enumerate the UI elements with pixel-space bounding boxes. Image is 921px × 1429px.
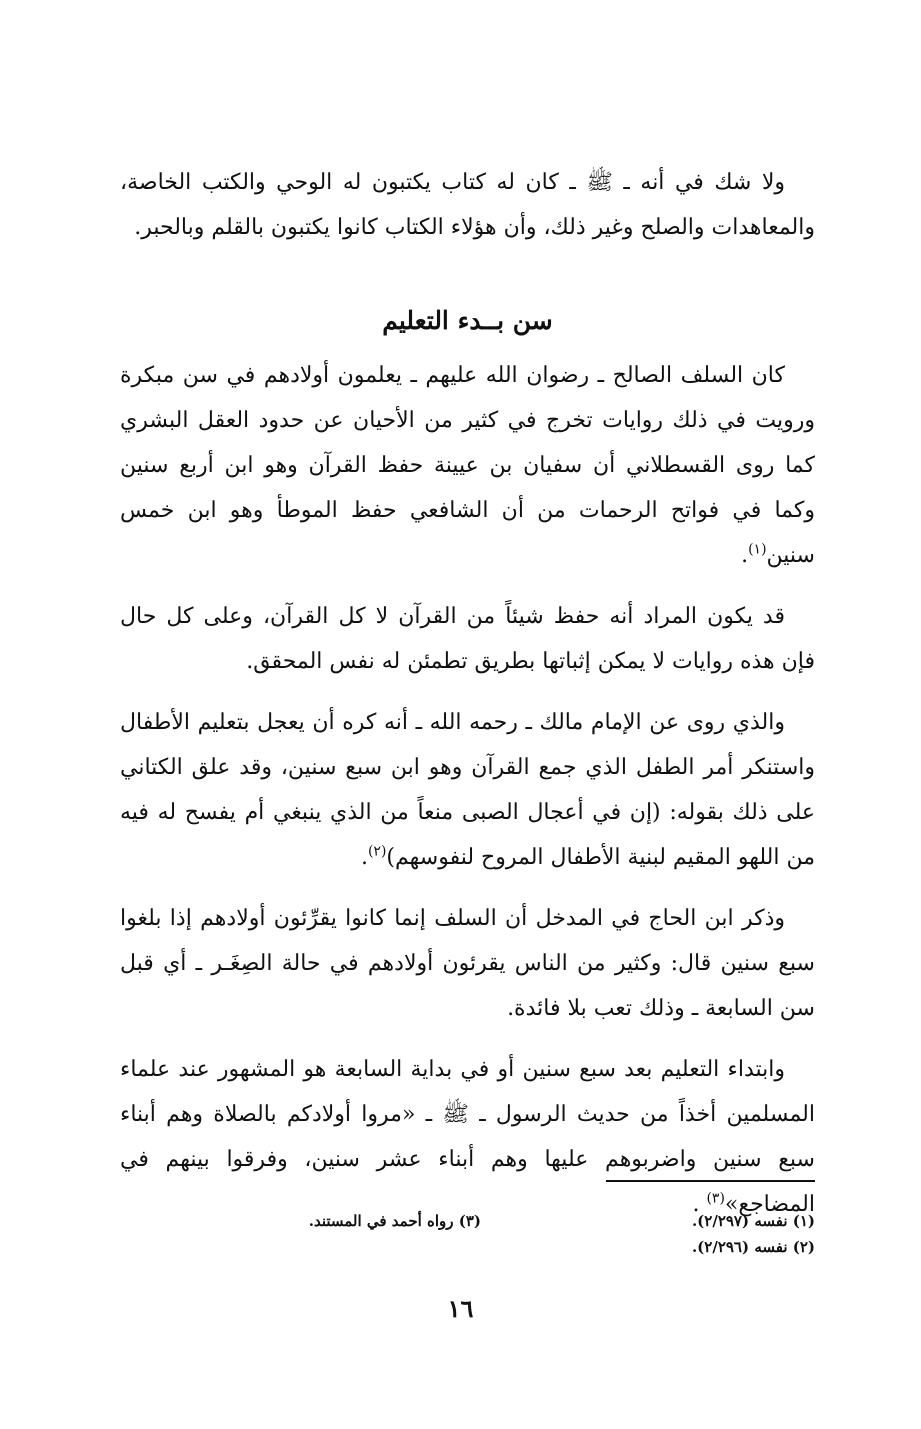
footnote-1: (١) نفسه (٢/٢٩٧).	[691, 1212, 815, 1230]
paragraph-text: وابتداء التعليم بعد سبع سنين أو في بداية السابعة هو المشهور عند علماء المسلمين أخذاً من حديث الرسول ـ ﷺ ـ «مروا أولادكم بالصلاة وهم أبناء سبع سنين واضربوهم عليها وهم أبناء عشر سنين، وفرقوا بينهم في المضاجع»	[120, 1057, 815, 1217]
paragraph-imam-malik	[120, 700, 815, 880]
footnote-3: (٣) رواه أحمد في المستند.	[308, 1212, 481, 1230]
paragraph-text: كان السلف الصالح ـ رضوان الله عليهم ـ يعلمون أولادهم في سن مبكرة ورويت في ذلك روايات تخرج في كثير من الأحيان عن حدود العقل البشري كما روى القسطلاني أن سفيان بن عيينة حفظ القرآن وهو ابن أربع سنين وكما في فواتح الرحمات من أن الشافعي حفظ الموطأ وهو ابن خمس سنين	[120, 363, 815, 568]
paragraph-text: والذي روى عن الإمام مالك ـ رحمه الله ـ أنه كره أن يعجل بتعليم الأطفال واستنكر أمر الطفل الذي جمع القرآن وهو ابن سبع سنين، وقد علق الكتاني على ذلك بقوله: (إن في أعجال الصبى منعاً من الذي ينبغي أم يفسح له فيه من اللهو المقيم لبنية الأطفال المروح لنفوسهم)	[120, 710, 815, 870]
section-heading: سن بــدء التعليم	[382, 306, 553, 335]
footnote-divider	[606, 1180, 815, 1182]
footnotes-right-column	[585, 1208, 815, 1260]
page-number: ١٦	[447, 1294, 474, 1323]
paragraph-early-learning	[120, 353, 815, 578]
paragraph-end: .	[692, 1192, 707, 1217]
paragraph-interpretation: قد يكون المراد أنه حفظ شيئاً من القرآن لا كل القرآن، وعلى كل حال فإن هذه روايات لا يمكن إثباتها بطريق تطمئن له نفس المحقق.	[120, 604, 815, 674]
paragraph-seven-years	[120, 1047, 815, 1227]
footnotes-left-column	[251, 1208, 481, 1234]
paragraph-ibn-alhaj: وذكر ابن الحاج في المدخل أن السلف إنما كانوا يقرِّئون أولادهم إذا بلغوا سبع سنين قال: وكثير من الناس يقرئون أولادهم في حالة الصِغَـر ـ أي قبل سن السابعة ـ وذلك تعب بلا فائدة.	[120, 906, 815, 1021]
footnote-ref-1[interactable]: (١)	[748, 541, 767, 558]
paragraph-end: .	[360, 845, 368, 870]
page-body	[120, 160, 815, 1227]
paragraph-end: .	[741, 543, 749, 568]
footnote-2: (٢) نفسه (٢/٢٩٦).	[691, 1238, 815, 1256]
footnote-ref-3[interactable]: (٣)	[706, 1190, 725, 1207]
footnote-ref-2[interactable]: (٢)	[367, 843, 387, 860]
paragraph-intro: ولا شك في أنه ـ ﷺ ـ كان له كتاب يكتبون له الوحي والكتب الخاصة، والمعاهدات والصلح وغير ذلك، وأن هؤلاء الكتاب كانوا يكتبون بالقلم وبالحبر.	[120, 170, 815, 240]
